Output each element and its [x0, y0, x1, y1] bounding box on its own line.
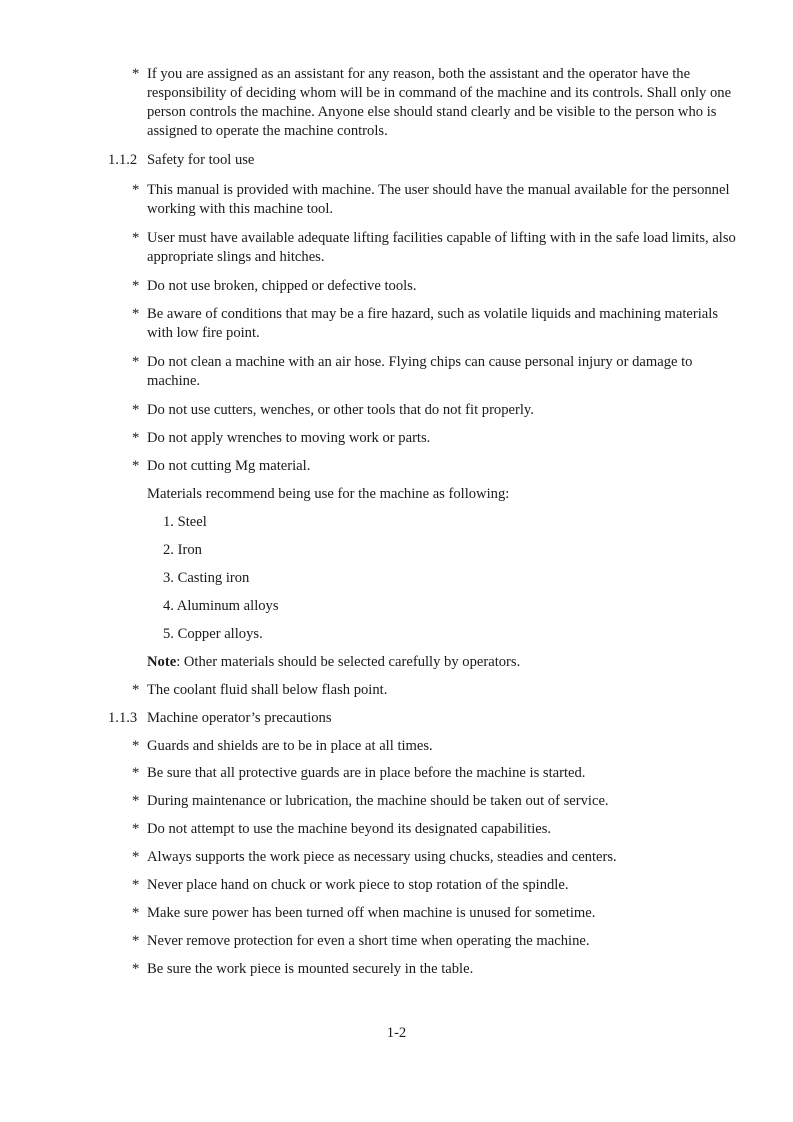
bullet-text: Do not clean a machine with an air hose. Flying chips can cause personal injury or damage to machine. — [147, 354, 693, 389]
bullet-marker: * — [132, 402, 140, 418]
bullet-marker: * — [132, 182, 140, 198]
page-number: 1-2 — [386, 1025, 407, 1041]
bullet-marker: * — [132, 306, 140, 322]
bullet-text: Do not apply wrenches to moving work or parts. — [147, 430, 431, 446]
material-text: 1. Steel — [163, 514, 207, 530]
bullet-text: Do not use broken, chipped or defective tools. — [147, 278, 417, 294]
note-label: Note — [147, 654, 177, 670]
bullet-marker: * — [132, 821, 140, 837]
bullet-marker: * — [132, 738, 140, 754]
bullet-text: If you are assigned as an assistant for any reason, both the assistant and the operator have the responsibility of deciding whom will be in command of the machine and its controls. Shall only one person controls the machine. Anyone else should stand clearly and be visible to the person who is assigned to operate the machine controls. — [147, 66, 732, 139]
bullet-text: Make sure power has been turned off when machine is unused for sometime. — [147, 905, 596, 921]
bullet-text: Be aware of conditions that may be a fire hazard, such as volatile liquids and machining materials with low fire point. — [147, 306, 718, 341]
bullet-marker: * — [132, 230, 140, 246]
section-title: Machine operator’s precautions — [147, 710, 332, 726]
bullet-text: Never remove protection for even a short time when operating the machine. — [147, 933, 590, 949]
materials-intro-text: Materials recommend being use for the machine as following: — [147, 486, 510, 502]
bullet-text: This manual is provided with machine. The user should have the manual available for the personnel working with this machine tool. — [147, 182, 730, 217]
material-text: 4. Aluminum alloys — [163, 598, 279, 614]
bullet-text: During maintenance or lubrication, the machine should be taken out of service. — [147, 793, 609, 809]
bullet-marker: * — [132, 961, 140, 977]
material-text: 5. Copper alloys. — [163, 626, 263, 642]
bullet-text: Be sure the work piece is mounted securely in the table. — [147, 961, 474, 977]
bullet-marker: * — [132, 278, 140, 294]
bullet-text: Do not use cutters, wenches, or other tools that do not fit properly. — [147, 402, 534, 418]
bullet-marker: * — [132, 905, 140, 921]
bullet-marker: * — [132, 849, 140, 865]
bullet-text: Do not attempt to use the machine beyond its designated capabilities. — [147, 821, 552, 837]
material-text: 2. Iron — [163, 542, 202, 558]
note-text: : Other materials should be selected carefully by operators. — [176, 654, 521, 670]
bullet-text: Guards and shields are to be in place at all times. — [147, 738, 433, 754]
bullet-text: The coolant fluid shall below flash point. — [147, 682, 388, 698]
material-text: 3. Casting iron — [163, 570, 250, 586]
section-number: 1.1.2 — [108, 152, 138, 168]
bullet-marker: * — [132, 430, 140, 446]
bullet-text: Never place hand on chuck or work piece to stop rotation of the spindle. — [147, 877, 569, 893]
bullet-marker: * — [132, 66, 140, 82]
bullet-marker: * — [132, 793, 140, 809]
bullet-marker: * — [132, 682, 140, 698]
bullet-text: User must have available adequate lifting facilities capable of lifting with in the safe load limits, also appropriate slings and hitches. — [147, 230, 736, 265]
bullet-marker: * — [132, 354, 140, 370]
section-title: Safety for tool use — [147, 152, 255, 168]
bullet-text: Do not cutting Mg material. — [147, 458, 311, 474]
bullet-marker: * — [132, 458, 140, 474]
bullet-marker: * — [132, 765, 140, 781]
bullet-text: Always supports the work piece as necessary using chucks, steadies and centers. — [147, 849, 617, 865]
section-number: 1.1.3 — [108, 710, 138, 726]
bullet-text: Be sure that all protective guards are in place before the machine is started. — [147, 765, 586, 781]
bullet-marker: * — [132, 933, 140, 949]
bullet-marker: * — [132, 877, 140, 893]
